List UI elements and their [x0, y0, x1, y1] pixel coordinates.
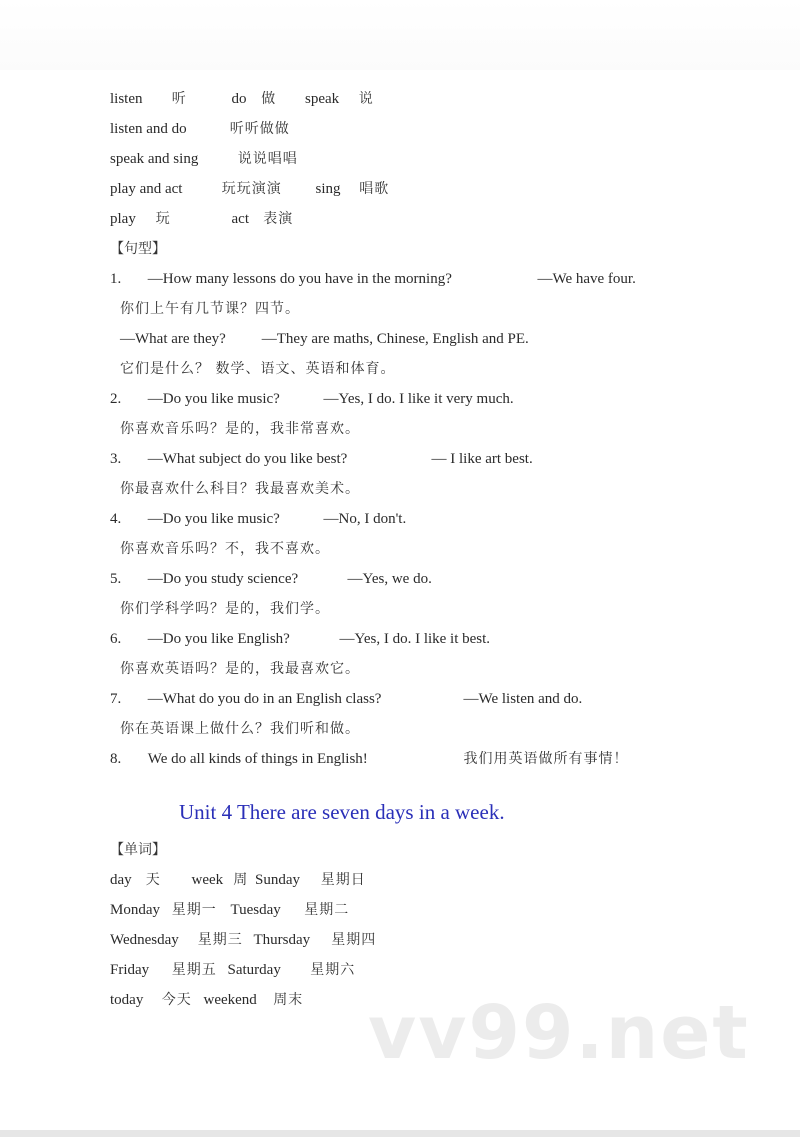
vocab-line [110, 148, 298, 170]
sentence-answer: —Yes, I do. I like it very much. [323, 391, 514, 407]
sentence-number: 3. [110, 451, 122, 467]
word-en: week [191, 872, 224, 888]
word-cn: 天 [145, 872, 161, 888]
sentence-translation: 你喜欢音乐吗？是的，我非常喜欢。 [120, 421, 360, 437]
vocab-en: sing [315, 181, 341, 197]
word-en: today [110, 992, 144, 1008]
word-en: day [110, 872, 132, 888]
word-cn: 星期一 [171, 902, 217, 918]
word-en: Wednesday [110, 932, 179, 948]
section-heading-sentences: 【句型】 [110, 241, 166, 257]
sentence-question-line [110, 388, 514, 410]
vocab-line [110, 208, 293, 230]
word-en: Friday [110, 962, 150, 978]
sentence-number: 8. [110, 751, 122, 767]
vocab-en: play [110, 211, 136, 227]
sentence-translation: 你们上午有几节课？四节。 [120, 301, 300, 317]
word-line [110, 869, 366, 891]
vocab-line [110, 178, 389, 200]
sentence-answer: —Yes, I do. I like it best. [339, 631, 491, 647]
sentence-answer: —They are maths, Chinese, English and PE. [261, 331, 529, 347]
vocab-en: act [231, 211, 249, 227]
vocab-en: listen and do [110, 121, 187, 137]
vocab-cn: 玩 [155, 211, 171, 227]
section-heading-words: 【单词】 [110, 842, 166, 858]
sentence-number: 5. [110, 571, 122, 587]
watermark: vv99.net [368, 990, 750, 1076]
word-line [110, 959, 355, 981]
word-en: Saturday [227, 962, 281, 978]
sentence-number: 1. [110, 271, 122, 287]
sentence-question: —Do you study science? [147, 571, 299, 587]
vocab-cn: 说说唱唱 [237, 151, 298, 167]
vocab-cn: 听 [171, 91, 187, 107]
sentence-question-line [110, 448, 533, 470]
word-cn: 周 [233, 872, 249, 888]
sentence-answer: 我们用英语做所有事情！ [463, 751, 629, 767]
sentence-question: —Do you like English? [147, 631, 290, 647]
vocab-cn: 唱歌 [359, 181, 390, 197]
page-bottom-edge [0, 1130, 800, 1137]
word-cn: 星期四 [331, 932, 377, 948]
sentence-translation: 你最喜欢什么科目？我最喜欢美术。 [120, 481, 360, 497]
page-top-margin [0, 0, 800, 70]
sentence-translation: 它们是什么？ 数学、语文、英语和体育。 [120, 361, 396, 377]
sentence-question: —How many lessons do you have in the morning? [147, 271, 452, 287]
vocab-cn: 表演 [263, 211, 294, 227]
vocab-cn: 做 [261, 91, 277, 107]
word-en: Sunday [255, 872, 300, 888]
word-cn: 星期六 [310, 962, 356, 978]
sentence-number: 6. [110, 631, 122, 647]
word-cn: 星期五 [171, 962, 217, 978]
sentence-question-line [110, 748, 629, 770]
sentence-translation: 你喜欢音乐吗？不，我不喜欢。 [120, 541, 330, 557]
word-line [110, 899, 349, 921]
word-en: Tuesday [230, 902, 281, 918]
sentence-translation: 你喜欢英语吗？是的，我最喜欢它。 [120, 661, 360, 677]
word-en: Thursday [253, 932, 311, 948]
vocab-cn: 听听做做 [229, 121, 290, 137]
sentence-question-line [110, 268, 636, 290]
sentence-question: —What subject do you like best? [147, 451, 348, 467]
vocab-en: speak [305, 91, 340, 107]
word-cn: 周末 [273, 992, 304, 1008]
sentence-translation: 你们学科学吗？是的，我们学。 [120, 601, 330, 617]
sentence-question: —What are they? [120, 331, 226, 347]
word-line [110, 989, 303, 1011]
sentence-question: —Do you like music? [147, 391, 280, 407]
vocab-en: speak and sing [110, 151, 199, 167]
vocab-cn: 说 [358, 91, 374, 107]
word-cn: 今天 [161, 992, 192, 1008]
sentence-question-line [110, 508, 406, 530]
vocab-en: do [231, 91, 247, 107]
word-en: weekend [203, 992, 257, 1008]
vocab-line [110, 88, 374, 110]
sentence-number: 7. [110, 691, 122, 707]
sentence-translation: 你在英语课上做什么？我们听和做。 [120, 721, 360, 737]
sentence-number: 2. [110, 391, 122, 407]
sentence-answer: —We have four. [537, 271, 636, 287]
sentence-question-line [110, 568, 432, 590]
word-cn: 星期二 [304, 902, 350, 918]
unit-title: Unit 4 There are seven days in a week. [179, 800, 505, 824]
vocab-en: listen [110, 91, 143, 107]
vocab-en: play and act [110, 181, 183, 197]
word-line [110, 929, 376, 951]
sentence-answer: —We listen and do. [463, 691, 583, 707]
sentence-question: —Do you like music? [147, 511, 280, 527]
sentence-answer: — I like art best. [431, 451, 533, 467]
word-cn: 星期日 [320, 872, 366, 888]
sentence-question-line [110, 688, 582, 710]
sentence-question: We do all kinds of things in English! [147, 751, 368, 767]
word-cn: 星期三 [197, 932, 243, 948]
sentence-question-line [110, 328, 529, 350]
vocab-cn: 玩玩演演 [221, 181, 282, 197]
sentence-answer: —Yes, we do. [347, 571, 432, 587]
word-en: Monday [110, 902, 160, 918]
vocab-line [110, 118, 290, 140]
sentence-answer: —No, I don't. [323, 511, 407, 527]
sentence-question-line [110, 628, 490, 650]
sentence-question: —What do you do in an English class? [147, 691, 382, 707]
sentence-number: 4. [110, 511, 122, 527]
